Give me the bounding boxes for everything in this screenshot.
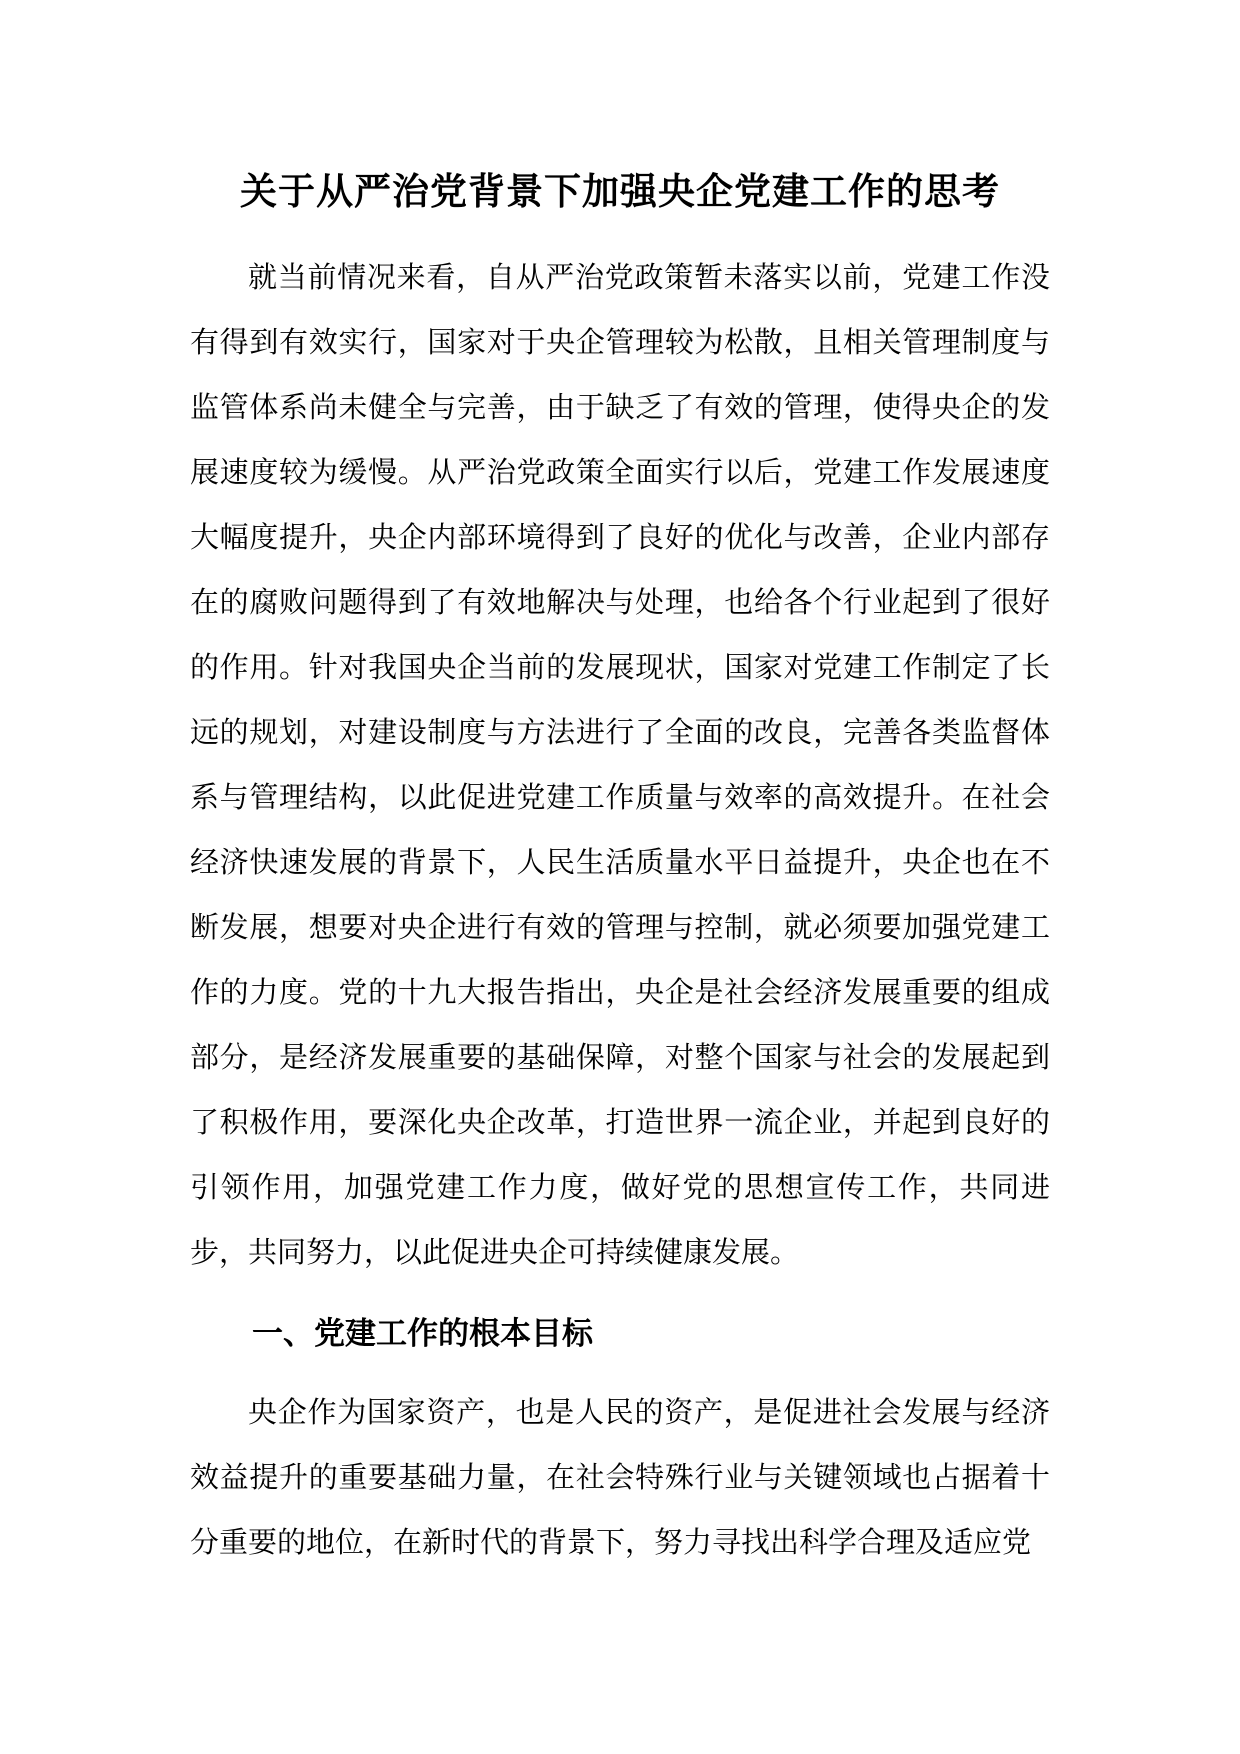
paragraph-intro: 就当前情况来看，自从严治党政策暂未落实以前，党建工作没有得到有效实行，国家对于央企管理较为松散，且相关管理制度与监管体系尚未健全与完善，由于缺乏了有效的管理，使得央企的发展速度较为缓慢。从严治党政策全面实行以后，党建工作发展速度大幅度提升，央企内部环境得到了良好的优化与改善，企业内部存在的腐败问题得到了有效地解决与处理，也给各个行业起到了很好的作用。针对我国央企当前的发展现状，国家对党建工作制定了长远的规划，对建设制度与方法进行了全面的改良，完善各类监督体系与管理结构，以此促进党建工作质量与效率的高效提升。在社会经济快速发展的背景下，人民生活质量水平日益提升，央企也在不断发展，想要对央企进行有效的管理与控制，就必须要加强党建工作的力度。党的十九大报告指出，央企是社会经济发展重要的组成部分，是经济发展重要的基础保障，对整个国家与社会的发展起到了积极作用，要深化央企改革，打造世界一流企业，并起到良好的引领作用，加强党建工作力度，做好党的思想宣传工作，共同进步，共同努力，以此促进央企可持续健康发展。 <box>190 262 1050 1269</box>
paragraph-section-1: 央企作为国家资产，也是人民的资产，是促进社会发展与经济效益提升的重要基础力量，在社会特殊行业与关键领域也占据着十分重要的地位，在新时代的背景下，努力寻找出科学合理及适应党 <box>190 1397 1050 1559</box>
section-heading-1: 一、党建工作的根本目标 <box>252 1316 593 1351</box>
document-title: 关于从严治党背景下加强央企党建工作的思考 <box>240 171 1000 212</box>
